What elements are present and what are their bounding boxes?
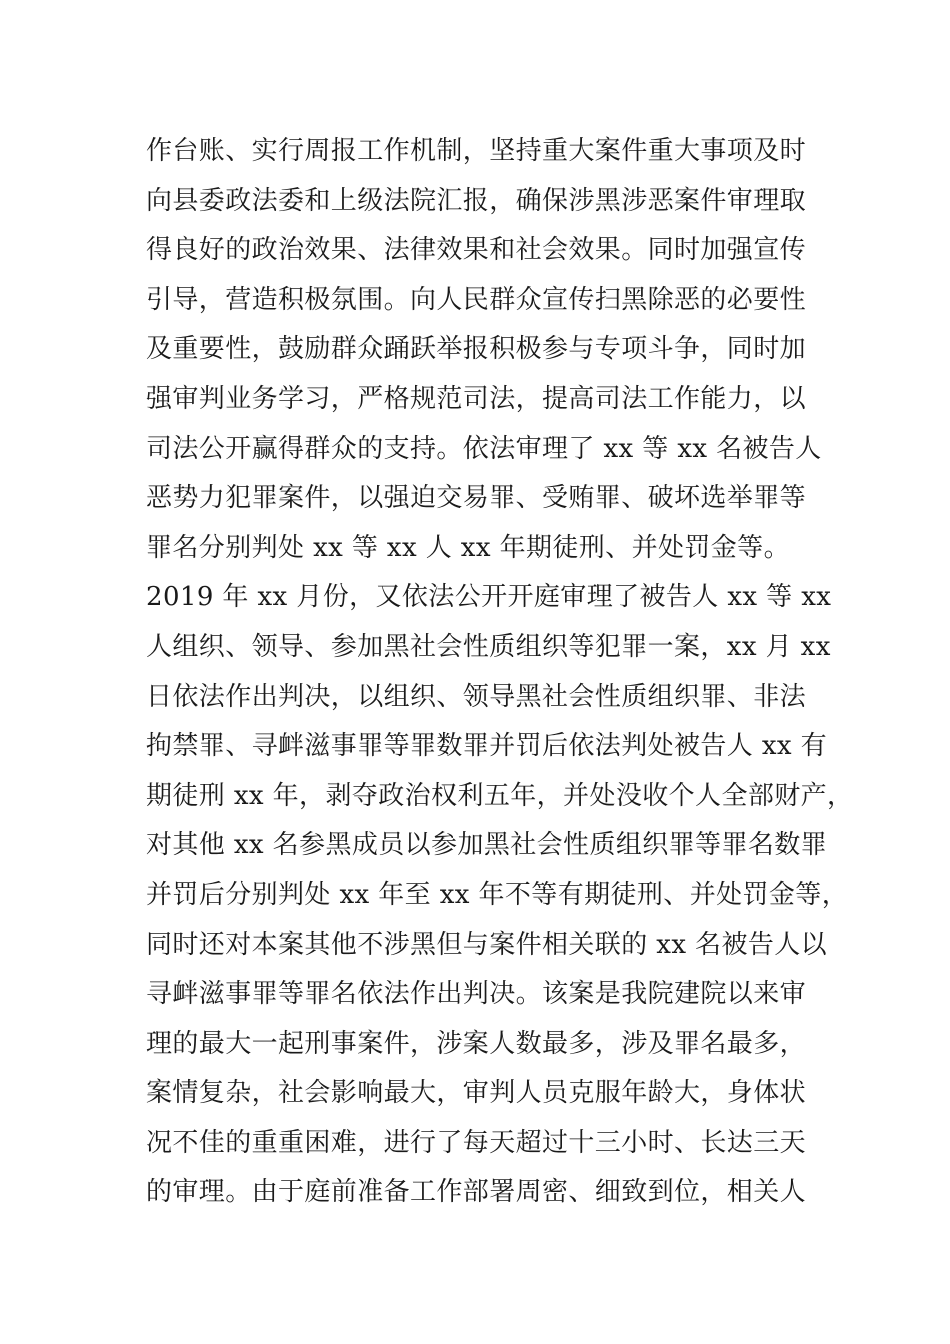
text-line-13: 拘禁罪、寻衅滋事罪等罪数罪并罚后依法判处被告人 xx 有 xyxy=(146,731,828,762)
text-line-21: 况不佳的重重困难，进行了每天超过十三小时、长达三天 xyxy=(146,1127,807,1158)
text-line-8: 恶势力犯罪案件，以强迫交易罪、受贿罪、破坏选举罪等 xyxy=(146,483,807,514)
text-line-18: 寻衅滋事罪等罪名依法作出判决。该案是我院建院以来审 xyxy=(146,979,807,1010)
text-line-5: 及重要性，鼓励群众踊跃举报积极参与专项斗争，同时加 xyxy=(146,334,807,365)
text-line-6: 强审判业务学习，严格规范司法，提高司法工作能力，以 xyxy=(146,383,807,414)
text-line-7: 司法公开赢得群众的支持。依法审理了 xx 等 xx 名被告人 xyxy=(146,433,822,464)
text-line-10: 2019 年 xx 月份，又依法公开开庭审理了被告人 xx 等 xx xyxy=(146,582,832,613)
text-line-17: 同时还对本案其他不涉黑但与案件相关联的 xx 名被告人以 xyxy=(146,929,828,960)
text-line-12: 日依法作出判决，以组织、领导黑社会性质组织罪、非法 xyxy=(146,681,807,712)
text-line-14: 期徒刑 xx 年，剥夺政治权利五年，并处没收个人全部财产， xyxy=(146,780,854,811)
text-line-20: 案情复杂，社会影响最大，审判人员克服年龄大，身体状 xyxy=(146,1078,807,1109)
text-line-11: 人组织、领导、参加黑社会性质组织等犯罪一案，xx 月 xx xyxy=(146,631,831,662)
text-line-1: 作台账、实行周报工作机制，坚持重大案件重大事项及时 xyxy=(146,136,807,166)
text-line-3: 得良好的政治效果、法律效果和社会效果。同时加强宣传 xyxy=(146,235,807,266)
text-line-4: 引导，营造积极氛围。向人民群众宣传扫黑除恶的必要性 xyxy=(146,284,807,315)
text-line-15: 对其他 xx 名参黑成员以参加黑社会性质组织罪等罪名数罪 xyxy=(146,830,828,861)
text-line-9: 罪名分别判处 xx 等 xx 人 xx 年期徒刑、并处罚金等。 xyxy=(146,532,790,563)
text-line-16: 并罚后分别判处 xx 年至 xx 年不等有期徒刑、并处罚金等， xyxy=(146,879,849,910)
text-line-19: 理的最大一起刑事案件，涉案人数最多，涉及罪名最多， xyxy=(146,1028,807,1059)
text-line-22: 的审理。由于庭前准备工作部署周密、细致到位，相关人 xyxy=(146,1177,807,1208)
text-line-2: 向县委政法委和上级法院汇报，确保涉黑涉恶案件审理取 xyxy=(146,185,807,216)
body-text xyxy=(146,127,854,1218)
